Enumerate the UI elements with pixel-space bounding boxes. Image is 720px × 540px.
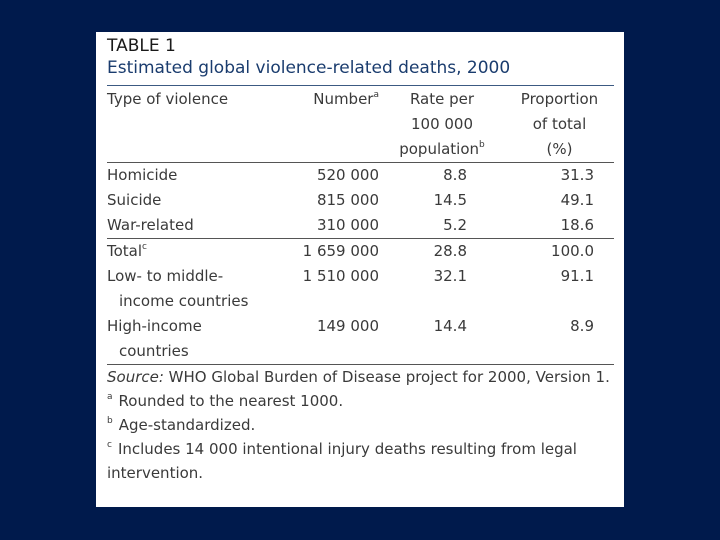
table-row: Suicide 815 000 14.5 49.1	[107, 191, 594, 209]
table-row: Low- to middle- income countries 1 510 000 32.1 91.1	[107, 267, 594, 310]
header-proportion: Proportion of total (%)	[520, 90, 599, 158]
header-row	[107, 86, 614, 163]
table-panel	[96, 32, 624, 507]
violence-deaths-table	[107, 86, 614, 364]
footnote-b: $^b$ Age-standardized.	[107, 416, 256, 434]
header-type: Type of violence	[107, 90, 229, 108]
header-number: Number$^a$	[313, 90, 379, 108]
table-row: War-related 310 000 5.2 18.6	[107, 216, 594, 234]
table-row: High-income countries 149 000 14.4 8.9	[107, 317, 594, 360]
footnote-c: $^c$ Includes 14 000 intentional injury deaths resulting from legal intervention.	[107, 440, 577, 482]
table-label: TABLE 1	[107, 36, 176, 56]
footnote-a: $^a$ Rounded to the nearest 1000.	[107, 392, 344, 410]
table-row-total: Total$^c$ 1 659 000 28.8 100.0	[107, 239, 614, 265]
header-rate: Rate per 100 000 population$^b$	[399, 90, 485, 158]
table-row: Homicide 520 000 8.8 31.3	[107, 163, 614, 189]
table-title: Estimated global violence-related deaths, 2000	[107, 58, 511, 78]
source-note: Source: WHO Global Burden of Disease project for 2000, Version 1.	[107, 368, 610, 386]
